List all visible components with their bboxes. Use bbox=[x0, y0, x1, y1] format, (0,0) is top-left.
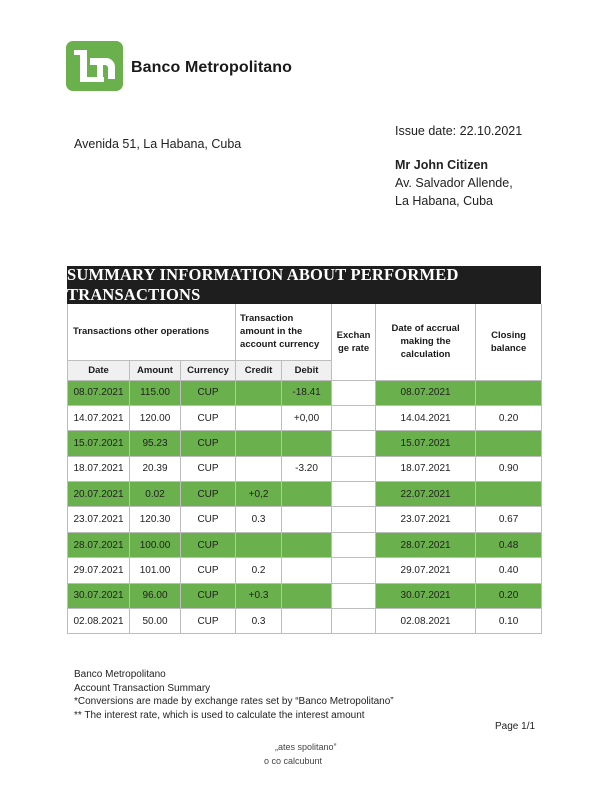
cell-accrual-date: 18.07.2021 bbox=[376, 456, 476, 481]
cell-closing-balance: 0.40 bbox=[476, 558, 542, 583]
table-body bbox=[68, 380, 542, 634]
cell-debit bbox=[282, 558, 332, 583]
cell-credit: +0,2 bbox=[236, 482, 282, 507]
cell-exchange-rate bbox=[332, 456, 376, 481]
footer-line: *Conversions are made by exchange rates set by “Banco Metropolitano” bbox=[74, 696, 394, 707]
transactions-table-section bbox=[67, 266, 541, 634]
cell-credit: 0.3 bbox=[236, 507, 282, 532]
table-row bbox=[68, 558, 542, 583]
faded-text-line: „ates spolitano” bbox=[275, 742, 337, 752]
page-number: Page 1/1 bbox=[495, 721, 536, 732]
cell-debit bbox=[282, 532, 332, 557]
header-date: Date bbox=[68, 360, 130, 380]
header-closing-balance: Closing balance bbox=[476, 304, 542, 380]
cell-debit bbox=[282, 482, 332, 507]
bank-address: Avenida 51, La Habana, Cuba bbox=[74, 137, 242, 151]
cell-date: 08.07.2021 bbox=[68, 380, 130, 405]
cell-closing-balance: 0.90 bbox=[476, 456, 542, 481]
cell-exchange-rate bbox=[332, 532, 376, 557]
cell-accrual-date: 22.07.2021 bbox=[376, 482, 476, 507]
cell-accrual-date: 08.07.2021 bbox=[376, 380, 476, 405]
cell-credit bbox=[236, 532, 282, 557]
header-debit: Debit bbox=[282, 360, 332, 380]
cell-accrual-date: 29.07.2021 bbox=[376, 558, 476, 583]
cell-date: 14.07.2021 bbox=[68, 405, 130, 430]
cell-accrual-date: 28.07.2021 bbox=[376, 532, 476, 557]
footer-line: Banco Metropolitano bbox=[74, 669, 166, 680]
table-row bbox=[68, 456, 542, 481]
bank-name: Banco Metropolitano bbox=[131, 59, 293, 76]
cell-closing-balance bbox=[476, 431, 542, 456]
cell-debit bbox=[282, 609, 332, 634]
table-row bbox=[68, 609, 542, 634]
cell-currency: CUP bbox=[181, 532, 236, 557]
recipient-street: Av. Salvador Allende, bbox=[395, 176, 513, 190]
recipient-city: La Habana, Cuba bbox=[395, 194, 493, 208]
cell-currency: CUP bbox=[181, 583, 236, 608]
cell-debit: -3.20 bbox=[282, 456, 332, 481]
cell-amount: 20.39 bbox=[130, 456, 181, 481]
table-row bbox=[68, 482, 542, 507]
cell-currency: CUP bbox=[181, 431, 236, 456]
header-accrual-date: Date of accrual making the calculation bbox=[376, 304, 476, 380]
table-row bbox=[68, 532, 542, 557]
cell-accrual-date: 02.08.2021 bbox=[376, 609, 476, 634]
cell-amount: 115.00 bbox=[130, 380, 181, 405]
cell-amount: 120.30 bbox=[130, 507, 181, 532]
recipient-block bbox=[395, 156, 513, 210]
cell-exchange-rate bbox=[332, 583, 376, 608]
cell-currency: CUP bbox=[181, 482, 236, 507]
table-header-row-top bbox=[68, 304, 542, 360]
faded-text-line: o co calcubunt bbox=[264, 756, 323, 766]
table-row bbox=[68, 583, 542, 608]
cell-date: 02.08.2021 bbox=[68, 609, 130, 634]
cell-debit bbox=[282, 507, 332, 532]
table-row bbox=[68, 405, 542, 430]
cell-amount: 101.00 bbox=[130, 558, 181, 583]
transactions-table bbox=[67, 304, 542, 634]
cell-amount: 50.00 bbox=[130, 609, 181, 634]
cell-credit bbox=[236, 456, 282, 481]
cell-exchange-rate bbox=[332, 380, 376, 405]
cell-credit bbox=[236, 380, 282, 405]
header-credit: Credit bbox=[236, 360, 282, 380]
cell-credit bbox=[236, 405, 282, 430]
cell-credit: 0.3 bbox=[236, 609, 282, 634]
cell-accrual-date: 23.07.2021 bbox=[376, 507, 476, 532]
cell-closing-balance: 0.48 bbox=[476, 532, 542, 557]
cell-currency: CUP bbox=[181, 456, 236, 481]
cell-exchange-rate bbox=[332, 609, 376, 634]
cell-closing-balance: 0.10 bbox=[476, 609, 542, 634]
cell-closing-balance: 0.67 bbox=[476, 507, 542, 532]
recipient-name: Mr John Citizen bbox=[395, 158, 489, 172]
cell-accrual-date: 30.07.2021 bbox=[376, 583, 476, 608]
footer-notes bbox=[74, 668, 394, 722]
table-title: SUMMARY INFORMATION ABOUT PERFORMED TRANSACTIONS bbox=[67, 266, 541, 304]
header-exchange-rate: Exchan ge rate bbox=[332, 304, 376, 380]
cell-date: 29.07.2021 bbox=[68, 558, 130, 583]
cell-debit bbox=[282, 583, 332, 608]
cell-date: 15.07.2021 bbox=[68, 431, 130, 456]
cell-exchange-rate bbox=[332, 482, 376, 507]
footer-line: ** The interest rate, which is used to calculate the interest amount bbox=[74, 709, 365, 721]
cell-closing-balance bbox=[476, 380, 542, 405]
cell-credit: 0.2 bbox=[236, 558, 282, 583]
header-other-operations: Transactions other operations bbox=[68, 304, 236, 360]
cell-exchange-rate bbox=[332, 507, 376, 532]
issue-date: Issue date: 22.10.2021 bbox=[395, 124, 523, 138]
cell-date: 18.07.2021 bbox=[68, 456, 130, 481]
cell-date: 20.07.2021 bbox=[68, 482, 130, 507]
bank-logo bbox=[66, 41, 123, 91]
cell-currency: CUP bbox=[181, 507, 236, 532]
cell-currency: CUP bbox=[181, 558, 236, 583]
cell-credit: +0.3 bbox=[236, 583, 282, 608]
cell-date: 30.07.2021 bbox=[68, 583, 130, 608]
footer-line: Account Transaction Summary bbox=[74, 682, 211, 694]
header-amount: Amount bbox=[130, 360, 181, 380]
header-amount-in-account-currency: Transaction amount in the account currency bbox=[236, 304, 332, 360]
cell-date: 28.07.2021 bbox=[68, 532, 130, 557]
table-row bbox=[68, 507, 542, 532]
cell-debit: +0,00 bbox=[282, 405, 332, 430]
cell-amount: 120.00 bbox=[130, 405, 181, 430]
cell-closing-balance: 0.20 bbox=[476, 583, 542, 608]
cell-currency: CUP bbox=[181, 405, 236, 430]
table-row bbox=[68, 380, 542, 405]
cell-exchange-rate bbox=[332, 405, 376, 430]
cell-date: 23.07.2021 bbox=[68, 507, 130, 532]
cell-accrual-date: 14.04.2021 bbox=[376, 405, 476, 430]
cell-currency: CUP bbox=[181, 609, 236, 634]
cell-debit: -18.41 bbox=[282, 380, 332, 405]
cell-currency: CUP bbox=[181, 380, 236, 405]
cell-exchange-rate bbox=[332, 558, 376, 583]
cell-amount: 96.00 bbox=[130, 583, 181, 608]
cell-accrual-date: 15.07.2021 bbox=[376, 431, 476, 456]
cell-exchange-rate bbox=[332, 431, 376, 456]
cell-amount: 100.00 bbox=[130, 532, 181, 557]
header-currency: Currency bbox=[181, 360, 236, 380]
table-row bbox=[68, 431, 542, 456]
cell-amount: 0.02 bbox=[130, 482, 181, 507]
bank-logo-mark-icon bbox=[66, 41, 123, 91]
cell-amount: 95.23 bbox=[130, 431, 181, 456]
cell-debit bbox=[282, 431, 332, 456]
cell-closing-balance bbox=[476, 482, 542, 507]
cell-closing-balance: 0.20 bbox=[476, 405, 542, 430]
cell-credit bbox=[236, 431, 282, 456]
